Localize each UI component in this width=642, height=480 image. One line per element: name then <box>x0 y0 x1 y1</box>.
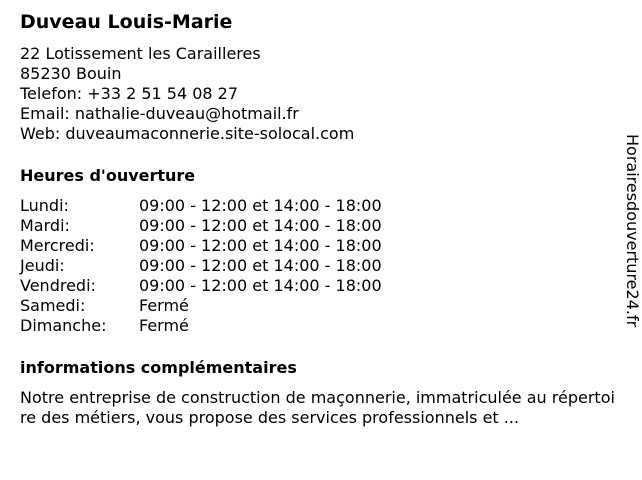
hours-row-thursday <box>20 256 620 276</box>
hours-day-label: Dimanche: <box>20 316 107 335</box>
hours-row-sunday <box>20 316 620 336</box>
business-card <box>20 10 620 428</box>
hours-day-label: Mardi: <box>20 216 70 235</box>
hours-time-value: Fermé <box>139 296 189 315</box>
info-heading: informations complémentaires <box>20 358 297 377</box>
hours-time-value: 09:00 - 12:00 et 14:00 - 18:00 <box>139 216 382 235</box>
hours-day-label: Lundi: <box>20 196 69 215</box>
hours-time-value: 09:00 - 12:00 et 14:00 - 18:00 <box>139 196 382 215</box>
email-line: Email: nathalie-duveau@hotmail.fr <box>20 104 299 123</box>
hours-table <box>20 196 620 336</box>
hours-day-label: Mercredi: <box>20 236 95 255</box>
hours-row-saturday <box>20 296 620 316</box>
hours-time-value: 09:00 - 12:00 et 14:00 - 18:00 <box>139 276 382 295</box>
business-name: Duveau Louis-Marie <box>20 11 233 33</box>
hours-row-friday <box>20 276 620 296</box>
address-street: 22 Lotissement les Carailleres <box>20 44 261 63</box>
web-line: Web: duveaumaconnerie.site-solocal.com <box>20 124 355 143</box>
info-description: Notre entreprise de construction de maçonnerie, immatriculée au répertoire des métiers, vous propose des services professionnels et ... <box>20 388 615 427</box>
hours-row-wednesday <box>20 236 620 256</box>
site-watermark: Horairesdouverture24.fr <box>623 134 642 328</box>
hours-day-label: Jeudi: <box>20 256 65 275</box>
hours-time-value: Fermé <box>139 316 189 335</box>
hours-row-tuesday <box>20 216 620 236</box>
address-city: 85230 Bouin <box>20 64 122 83</box>
hours-heading: Heures d'ouverture <box>20 166 196 185</box>
hours-row-monday <box>20 196 620 216</box>
hours-time-value: 09:00 - 12:00 et 14:00 - 18:00 <box>139 256 382 275</box>
hours-day-label: Vendredi: <box>20 276 96 295</box>
hours-day-label: Samedi: <box>20 296 86 315</box>
hours-time-value: 09:00 - 12:00 et 14:00 - 18:00 <box>139 236 382 255</box>
phone-line: Telefon: +33 2 51 54 08 27 <box>20 84 239 103</box>
